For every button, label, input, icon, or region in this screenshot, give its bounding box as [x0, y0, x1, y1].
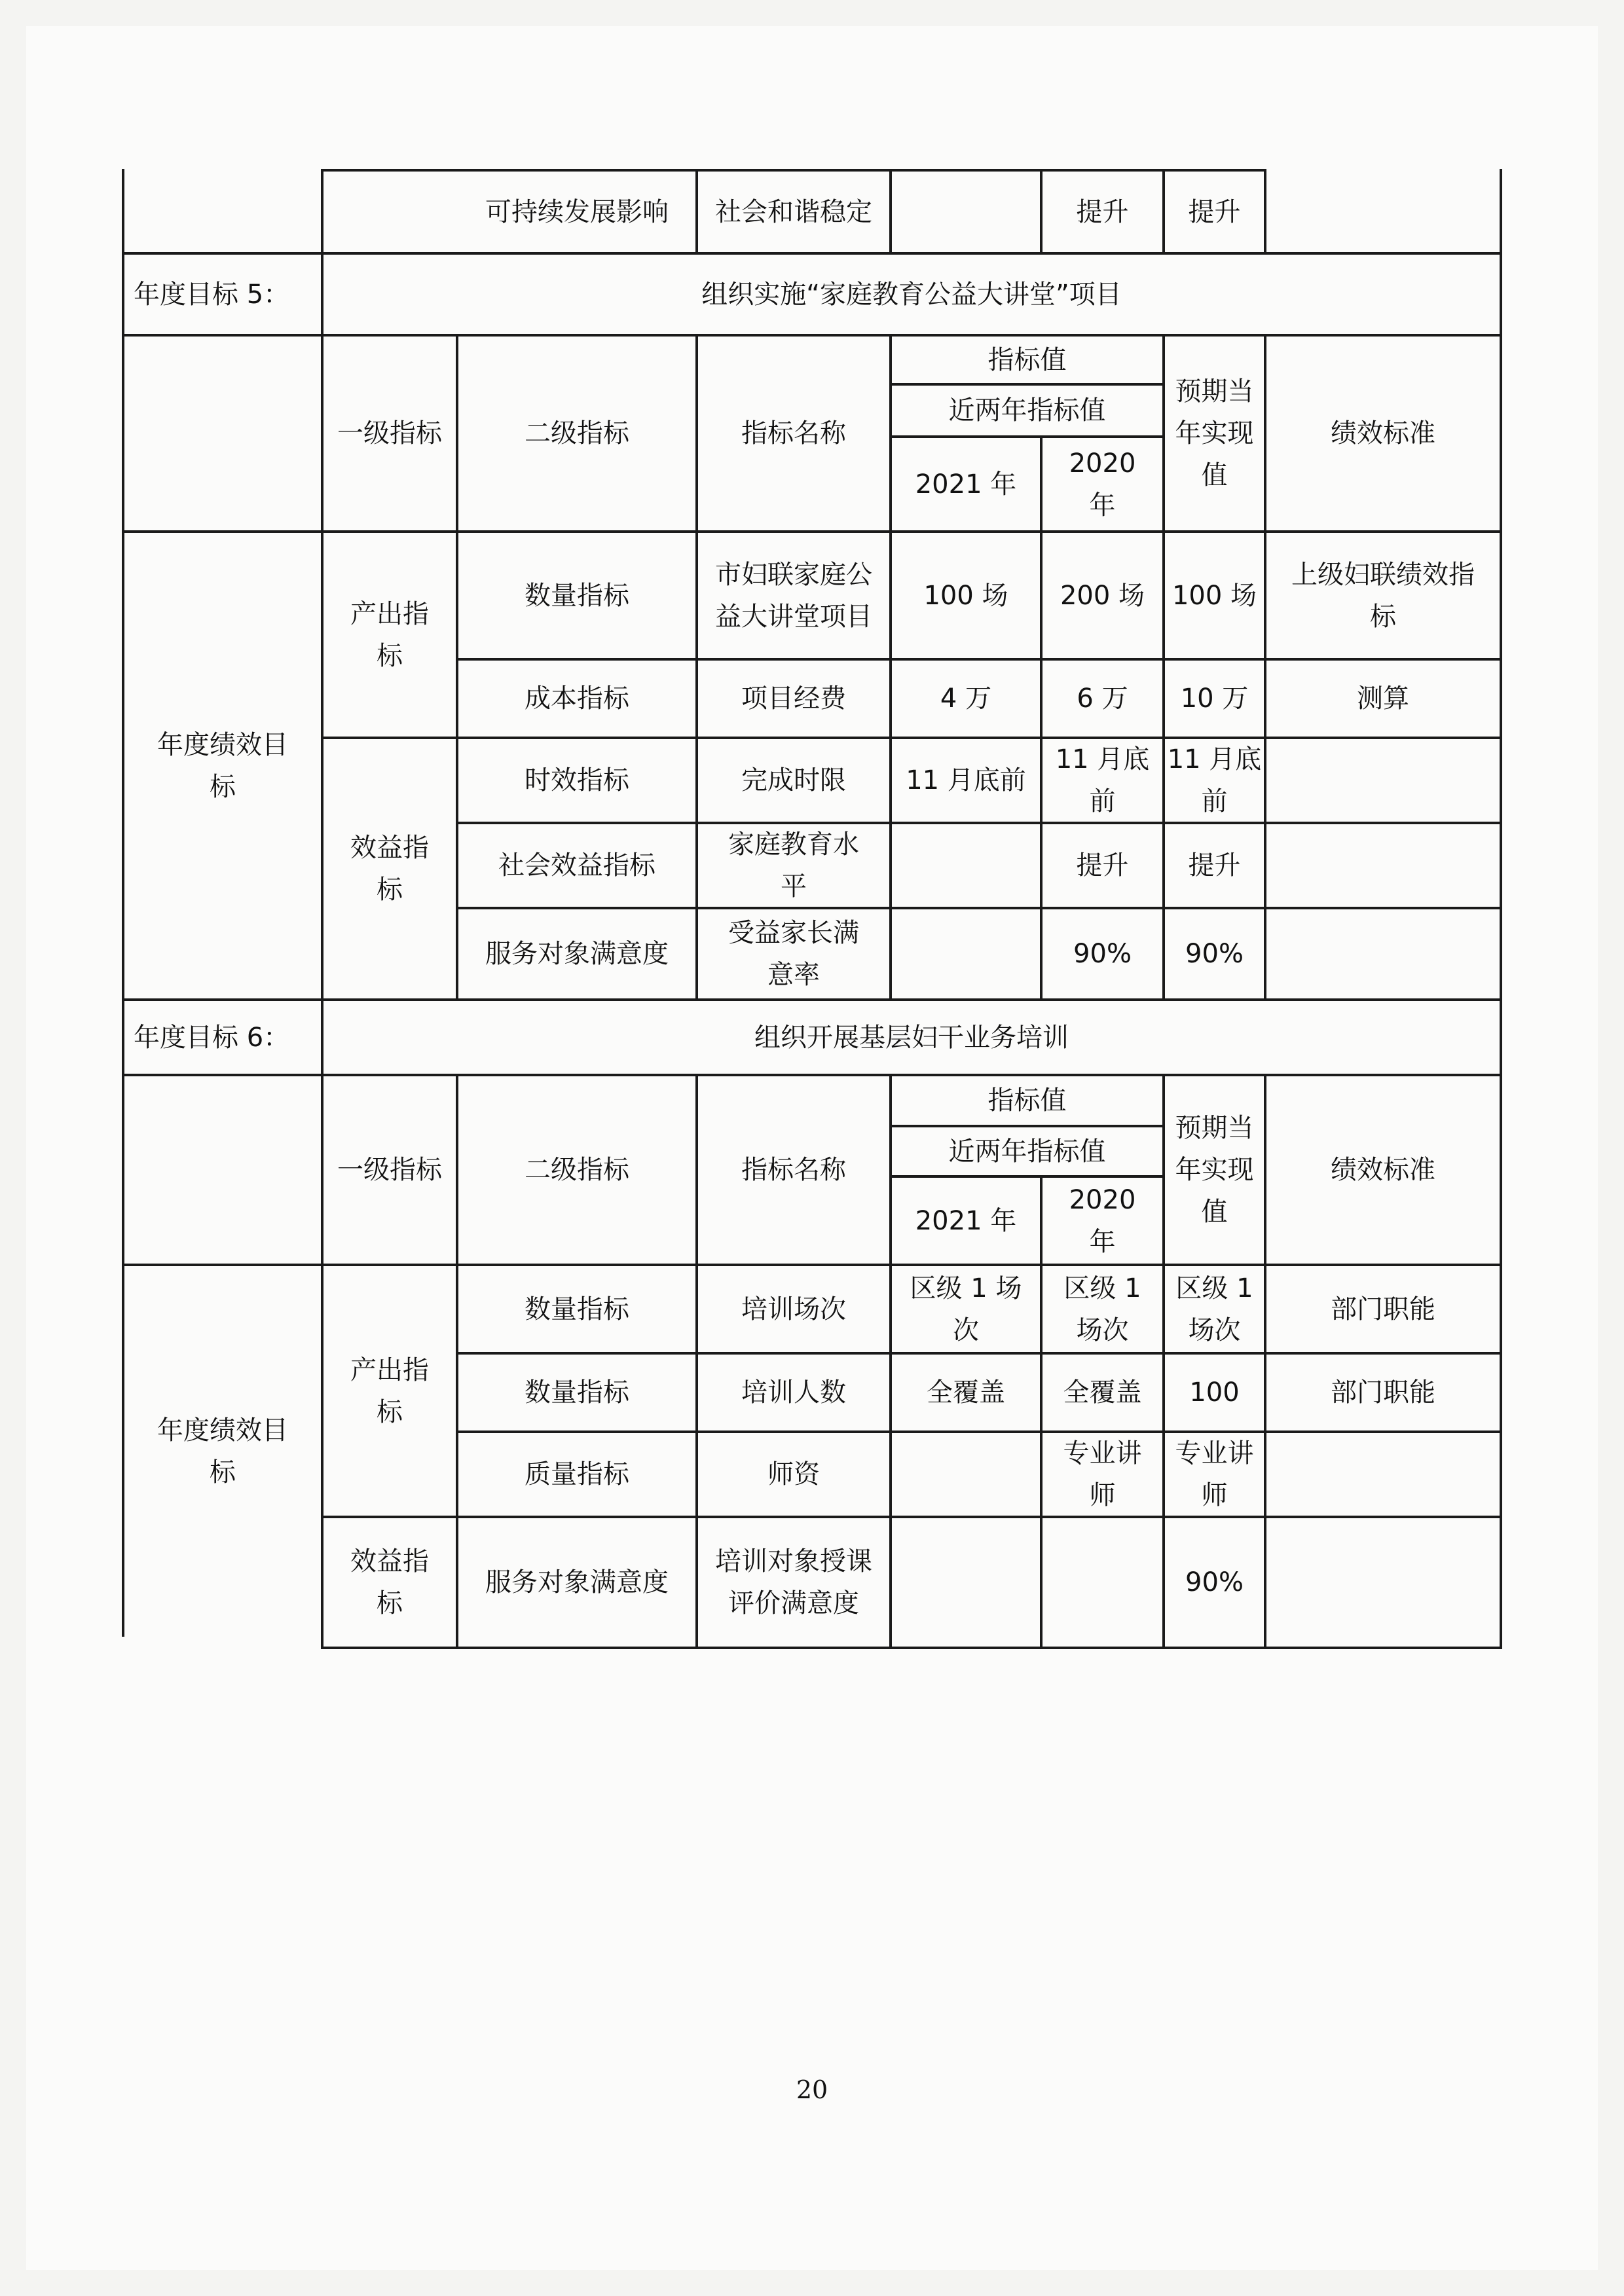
- g5-header-2020: 2020 年: [1069, 448, 1136, 520]
- g5-benefit-label: 效益指标: [350, 833, 429, 905]
- g6-row-level2: 数量指标: [525, 1294, 629, 1324]
- g5-row-2020: 提升: [1076, 850, 1129, 881]
- continued-indicator: 可持续发展影响: [485, 196, 669, 227]
- g6-row-2021: 区级 1 场次: [910, 1273, 1022, 1345]
- continued-2020: 提升: [1076, 196, 1129, 227]
- g6-row-expected: 100: [1189, 1377, 1240, 1408]
- g6-row-standard: 部门职能: [1331, 1294, 1435, 1324]
- g5-row-2020: 11 月底前: [1055, 744, 1150, 816]
- g5-row-name: 家庭教育水平: [728, 829, 859, 902]
- g6-header-value: 指标值: [987, 1085, 1067, 1116]
- g5-row-expected: 提升: [1188, 850, 1241, 881]
- g6-header-name: 指标名称: [741, 1155, 846, 1185]
- g6-row-2020: 区级 1 场次: [1063, 1273, 1141, 1345]
- g5-output-label: 产出指标: [350, 598, 429, 671]
- g5-row-name: 市妇联家庭公益大讲堂项目: [715, 559, 872, 632]
- g6-benefit-label: 效益指标: [350, 1546, 429, 1618]
- goal5-title: 组织实施“家庭教育公益大讲堂”项目: [701, 279, 1122, 310]
- g5-row-2021: 11 月底前: [906, 765, 1026, 795]
- g6-header-standard: 绩效标准: [1331, 1155, 1435, 1185]
- g5-row-standard: 上级妇联绩效指标: [1291, 559, 1475, 632]
- g6-row-level2: 质量指标: [525, 1459, 629, 1489]
- g6-output-label: 产出指标: [350, 1355, 429, 1427]
- g5-row-name: 项目经费: [741, 683, 846, 714]
- g6-row-level2: 数量指标: [525, 1377, 629, 1408]
- g6-header-recent: 近两年指标值: [948, 1136, 1106, 1167]
- page-number: 20: [796, 2075, 828, 2104]
- g5-row-level2: 成本指标: [525, 683, 629, 714]
- g5-header-expected: 预期当年实现值: [1175, 376, 1254, 490]
- g6-header-2020: 2020 年: [1069, 1184, 1136, 1257]
- g5-row-2021: [892, 824, 1040, 907]
- g5-header-recent: 近两年指标值: [948, 395, 1106, 426]
- g5-row-2021: 4 万: [940, 683, 992, 714]
- g5-row-level2: 社会效益指标: [498, 850, 655, 881]
- g5-row-expected: 90%: [1185, 939, 1244, 969]
- g5-row-2020: 6 万: [1077, 683, 1128, 714]
- g6-row-2021: [892, 1433, 1040, 1516]
- g6-row-2020: 全覆盖: [1063, 1377, 1142, 1408]
- g5-row-name: 受益家长满意率: [728, 918, 859, 990]
- g5-row-2020: 90%: [1073, 939, 1132, 969]
- g5-header-2021: 2021 年: [915, 469, 1017, 500]
- g5-row-expected: 11 月底前: [1167, 744, 1262, 816]
- g5-row-2021: [892, 909, 1040, 998]
- g5-header-standard: 绩效标准: [1331, 418, 1435, 448]
- g6-row-2021: 全覆盖: [927, 1377, 1005, 1408]
- g6-row-name: 培训场次: [741, 1294, 846, 1324]
- g5-row-level2: 服务对象满意度: [485, 939, 669, 969]
- g6-row-standard: [1266, 1518, 1500, 1647]
- goal5-label: 年度目标 5：: [134, 279, 290, 310]
- g6-row-standard: [1266, 1433, 1500, 1516]
- g6-header-level2: 二级指标: [525, 1155, 629, 1185]
- g6-row-name: 培训人数: [741, 1377, 846, 1408]
- goal6-title: 组织开展基层妇干业务培训: [754, 1022, 1069, 1053]
- g5-header-level2: 二级指标: [525, 418, 629, 448]
- g6-header-2021: 2021 年: [915, 1205, 1017, 1236]
- g5-row-level2: 时效指标: [525, 765, 629, 795]
- continued-name: 社会和谐稳定: [715, 196, 872, 227]
- g6-row-expected: 专业讲师: [1175, 1438, 1254, 1510]
- g6-row-name: 培训对象授课评价满意度: [715, 1546, 872, 1618]
- g5-row-standard: [1266, 824, 1500, 907]
- g5-row-standard: [1266, 739, 1500, 822]
- g5-row-standard: [1266, 909, 1500, 998]
- g6-row-level2: 服务对象满意度: [485, 1567, 669, 1597]
- g6-row-standard: 部门职能: [1331, 1377, 1435, 1408]
- g5-perf-label: 年度绩效目标: [157, 729, 288, 802]
- g6-row-2021: [892, 1518, 1040, 1647]
- g5-header-value: 指标值: [987, 344, 1067, 375]
- g6-perf-label: 年度绩效目标: [157, 1415, 288, 1487]
- g5-row-2021: 100 场: [923, 580, 1008, 611]
- g5-row-expected: 10 万: [1180, 683, 1249, 714]
- g5-header-level1: 一级指标: [337, 418, 442, 448]
- g5-row-standard: 测算: [1357, 683, 1409, 714]
- g5-row-2020: 200 场: [1060, 580, 1145, 611]
- g5-row-name: 完成时限: [741, 765, 846, 795]
- g6-row-2020: [1043, 1518, 1162, 1647]
- continued-expected: 提升: [1188, 196, 1241, 227]
- g6-row-expected: 区级 1 场次: [1175, 1273, 1253, 1345]
- g5-row-expected: 100 场: [1172, 580, 1257, 611]
- g5-row-level2: 数量指标: [525, 580, 629, 611]
- g6-row-2020: 专业讲师: [1063, 1438, 1142, 1510]
- g6-row-name: 师资: [767, 1459, 820, 1489]
- g6-header-level1: 一级指标: [337, 1155, 442, 1185]
- g6-header-expected: 预期当年实现值: [1175, 1113, 1254, 1227]
- g5-header-name: 指标名称: [741, 418, 846, 448]
- g6-row-expected: 90%: [1185, 1567, 1244, 1597]
- goal6-label: 年度目标 6：: [134, 1022, 290, 1053]
